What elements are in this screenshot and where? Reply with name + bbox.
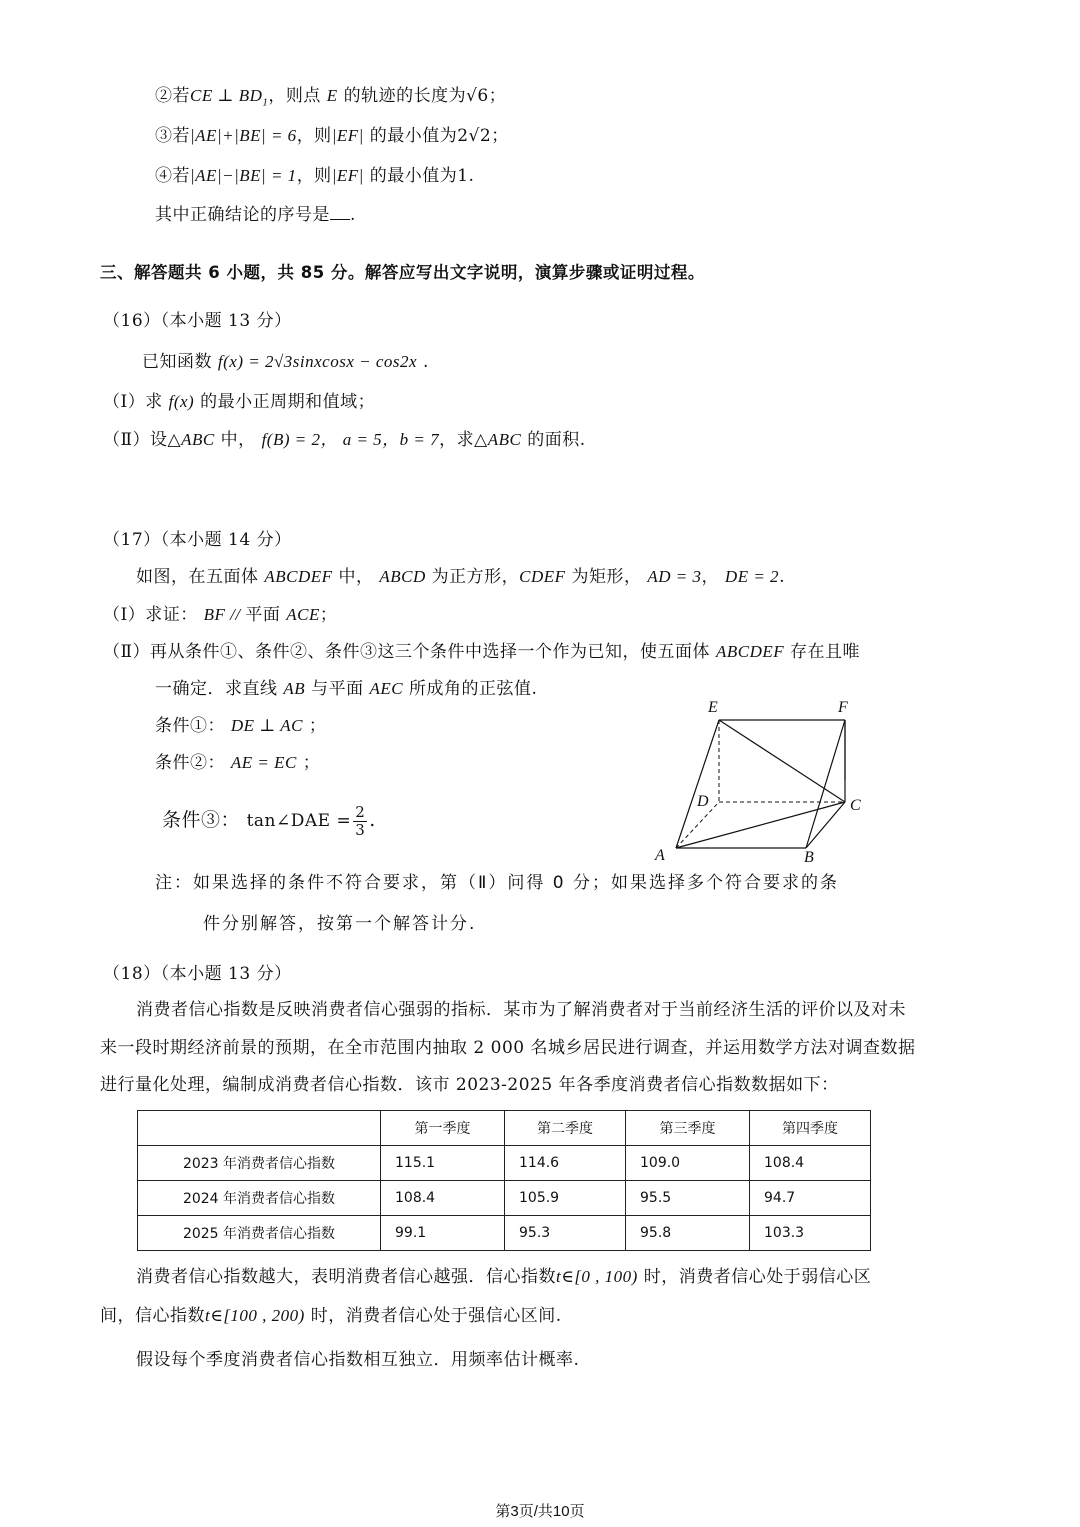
table-cell: 95.3	[505, 1216, 626, 1251]
table-header-cell: 第二季度	[505, 1111, 626, 1146]
table-row	[138, 1146, 871, 1181]
q18-header: （18）（本小题 13 分）	[103, 964, 292, 984]
q17-header: （17）（本小题 14 分）	[103, 530, 292, 550]
table-cell: 109.0	[626, 1146, 750, 1181]
row-label: 2023 年消费者信心指数	[138, 1146, 381, 1181]
pentahedron-figure	[640, 690, 880, 870]
table-cell: 105.9	[505, 1181, 626, 1216]
label-D: D	[697, 793, 709, 810]
q18-para1-line2: 来一段时期经济前景的预期，在全市范围内抽取 2 000 名城乡居民进行调查，并运用数学方法对调查数据	[100, 1038, 916, 1058]
section-3-heading: 三、解答题共 6 小题，共 85 分。解答应写出文字说明，演算步骤或证明过程。	[100, 263, 705, 282]
q18-para3: 假设每个季度消费者信心指数相互独立．用频率估计概率.	[136, 1350, 580, 1370]
row-label: 2024 年消费者信心指数	[138, 1181, 381, 1216]
table-cell: 99.1	[381, 1216, 505, 1251]
answer-blank	[330, 205, 350, 220]
conclusion-line: 其中正确结论的序号是 .	[155, 205, 356, 225]
confidence-index-table	[137, 1110, 871, 1251]
row-label: 2025 年消费者信心指数	[138, 1216, 381, 1251]
page-footer: 第3页/共10页	[495, 1503, 585, 1520]
table-cell: 108.4	[750, 1146, 871, 1181]
q16-part2: （Ⅱ）设△ABC 中， f(B) = 2， a = 5，b = 7，求△ABC 的面积.	[103, 430, 586, 450]
q17-part2-line2: 一确定．求直线 AB 与平面 AEC 所成角的正弦值.	[155, 679, 538, 699]
table-cell: 94.7	[750, 1181, 871, 1216]
edge-AE	[676, 720, 719, 848]
fraction-two-thirds: $\frac{2}{3}$	[355, 802, 366, 839]
q17-part2-line1: （Ⅱ）再从条件①、条件②、条件③这三个条件中选择一个作为已知，使五面体 ABCDEF 存在且唯	[103, 642, 861, 662]
label-C: C	[850, 797, 861, 814]
q17-part1: （Ⅰ）求证： BF // 平面 ACE；	[103, 605, 338, 625]
q17-note-line1: 注：如果选择的条件不符合要求，第（Ⅱ）问得 0 分；如果选择多个符合要求的条	[155, 873, 839, 893]
table-header-cell	[138, 1111, 381, 1146]
q18-para1-line1: 消费者信心指数是反映消费者信心强弱的指标．某市为了解消费者对于当前经济生活的评价以及对未	[136, 1000, 906, 1020]
edge-BF	[806, 720, 845, 848]
item-2: ②若CE ⊥ $BD_1$，则点 E 的轨迹的长度为√6；	[155, 86, 507, 109]
label-B: B	[804, 849, 814, 866]
table-header-row	[138, 1111, 871, 1146]
q16-stem: 已知函数 f(x) = 2√3sinxcosx − cos2x .	[142, 352, 429, 372]
q18-para2-line1: 消费者信心指数越大，表明消费者信心越强．信心指数t∈[0 , 100) 时，消费者信心处于弱信心区	[136, 1267, 872, 1287]
q16-part1: （Ⅰ）求 f(x) 的最小正周期和值域；	[103, 392, 376, 412]
table-header-cell: 第一季度	[381, 1111, 505, 1146]
table-header-cell: 第四季度	[750, 1111, 871, 1146]
item-4: ④若|AE|−|BE| = 1，则|EF| 的最小值为1.	[155, 166, 475, 186]
table-cell: 108.4	[381, 1181, 505, 1216]
label-F: F	[838, 699, 848, 716]
label-A: A	[655, 847, 665, 864]
q18-para1-line3: 进行量化处理，编制成消费者信心指数．该市 2023-2025 年各季度消费者信心指数数据如下：	[100, 1075, 839, 1095]
q17-note-line2: 件分别解答，按第一个解答计分.	[203, 914, 477, 934]
q17-condition-2: 条件②： AE = EC ；	[155, 753, 321, 773]
table-cell: 114.6	[505, 1146, 626, 1181]
table-row	[138, 1181, 871, 1216]
edge-BC	[806, 802, 845, 848]
q18-para2-line2: 间，信心指数t∈[100 , 200) 时，消费者信心处于强信心区间.	[100, 1306, 562, 1326]
q17-condition-1: 条件①： DE ⊥ AC ；	[155, 716, 327, 736]
table-cell: 103.3	[750, 1216, 871, 1251]
q17-stem: 如图，在五面体 ABCDEF 中， ABCD 为正方形，CDEF 为矩形， AD = 3， DE = 2.	[136, 567, 785, 587]
edge-EC	[719, 720, 845, 802]
label-E: E	[708, 699, 718, 716]
item-3: ③若|AE|+|BE| = 6，则|EF| 的最小值为2√2；	[155, 126, 509, 146]
q17-condition-3: 条件③： tan∠DAE = $\frac{2}{3}$ .	[162, 802, 376, 839]
table-row	[138, 1216, 871, 1251]
table-cell: 95.8	[626, 1216, 750, 1251]
table-cell: 115.1	[381, 1146, 505, 1181]
table-cell: 95.5	[626, 1181, 750, 1216]
q16-header: （16）（本小题 13 分）	[103, 311, 292, 331]
table-header-cell: 第三季度	[626, 1111, 750, 1146]
